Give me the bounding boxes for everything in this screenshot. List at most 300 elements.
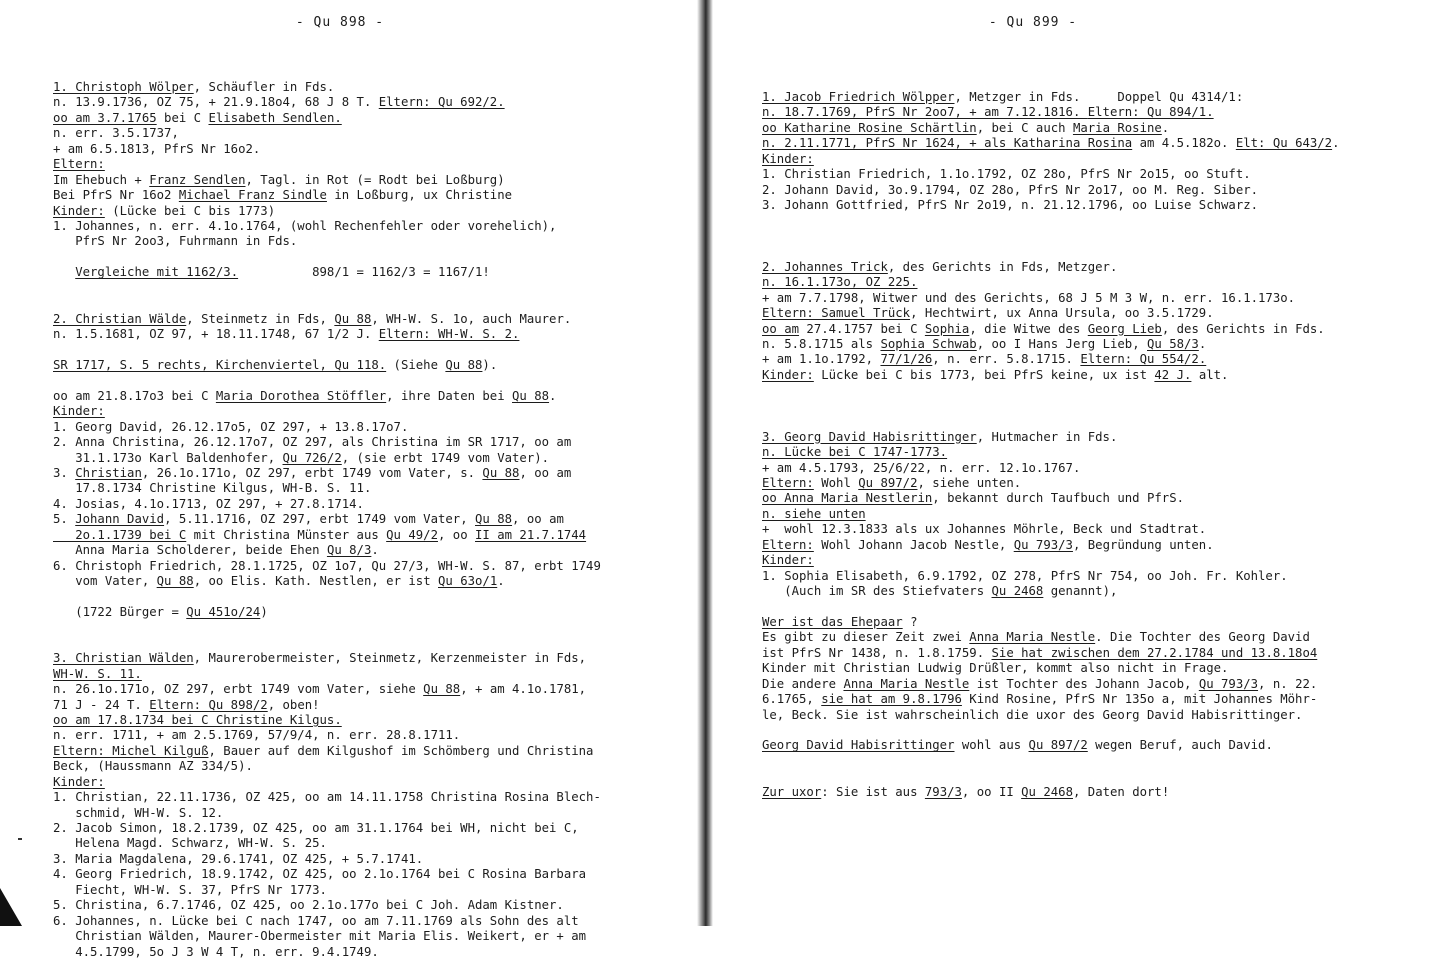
text-segment: mit Christina Münster aus: [186, 527, 387, 542]
underlined-text: oo am 17.8.1734 bei C Christine Kilgus.: [53, 712, 342, 727]
text-line: [53, 466, 693, 481]
text-line: [762, 491, 1430, 506]
underlined-text: Qu 49/2: [386, 527, 438, 542]
underlined-text: SR 1717, S. 5 rechts, Kirchenviertel, Qu 118.: [53, 357, 387, 372]
text-line: [53, 883, 693, 898]
text-line: [762, 769, 1430, 784]
underlined-text: WH-W. S. 11.: [53, 666, 142, 681]
text-segment: 1. Christian, 22.11.1736, OZ 425, oo am 14.11.1758 Christina Rosina Blech-: [53, 790, 601, 805]
text-segment: Fiecht, WH-W. S. 37, PfrS Nr 1773.: [53, 882, 327, 897]
text-segment: 898/1 = 1162/3 = 1167/1!: [238, 265, 490, 280]
text-segment: 2. Anna Christina, 26.12.17o7, OZ 297, als Christina im SR 1717, oo am: [53, 435, 572, 450]
underlined-text: 2o.1.1739 bei C: [53, 527, 187, 542]
text-line: [762, 754, 1430, 769]
text-segment: , + am 4.1o.1781,: [460, 682, 587, 697]
text-line: [762, 291, 1430, 306]
underlined-text: Maria Dorothea Stöffler: [215, 388, 387, 403]
text-line: [762, 229, 1430, 244]
underlined-text: Georg Lieb: [1087, 321, 1162, 336]
text-line: [53, 342, 693, 357]
underlined-text: Elisabeth Sendlen.: [208, 110, 342, 125]
text-line: [53, 728, 693, 743]
text-line: [53, 435, 693, 450]
text-line: [762, 383, 1430, 398]
underlined-text: n. 18.7.1769, PfrS Nr 2oo7, + am 7.12.1816.: [762, 105, 1088, 120]
text-segment: , Tagl. in Rot (= Rodt bei Loßburg): [245, 172, 505, 187]
text-line: [762, 476, 1430, 491]
underlined-text: Eltern: Samuel Trück: [762, 306, 911, 321]
text-segment: , 26.1o.171o, OZ 297, erbt 1749 vom Vater, s.: [141, 465, 483, 480]
text-segment: .: [1332, 136, 1340, 151]
text-segment: (Siehe: [386, 357, 446, 372]
underlined-text: Zur uxor: [762, 784, 822, 799]
text-segment: 5. Christina, 6.7.1746, OZ 425, oo 2.1o.177o bei C Joh. Adam Kistner.: [53, 898, 564, 913]
text-line: [762, 553, 1430, 568]
underlined-text: Michael Franz Sindle: [178, 188, 327, 203]
text-segment: + am 4.5.1793, 25/6/22, n. err. 12.1o.1767.: [762, 460, 1081, 475]
text-segment: , Daten dort!: [1072, 784, 1170, 799]
text-segment: 5.: [53, 512, 76, 527]
scan-corner-shadow: [0, 888, 22, 926]
text-line: [762, 522, 1430, 537]
text-line: [53, 497, 693, 512]
text-segment: 1. Christian Friedrich, 1.1o.1792, OZ 28o, PfrS Nr 2o15, oo Stuft.: [762, 167, 1251, 182]
underlined-text: Sophia: [924, 321, 970, 336]
right-page-text: [762, 90, 1430, 800]
text-line: [762, 445, 1430, 460]
text-segment: , ihre Daten bei: [386, 388, 513, 403]
text-segment: n. 26.1o.171o, OZ 297, erbt 1749 vom Vater, siehe: [53, 682, 424, 697]
text-segment: 27.4.1757 bei C: [799, 321, 925, 336]
text-line: [762, 105, 1430, 120]
text-segment: : Sie ist aus: [821, 784, 925, 799]
text-line: [53, 142, 693, 157]
underlined-text: Kinder:: [53, 774, 105, 789]
underlined-text: Johann David: [75, 512, 165, 527]
underlined-text: Anna Maria Nestle: [969, 630, 1096, 645]
text-line: [53, 327, 693, 342]
underlined-text: Qu 88: [423, 682, 461, 697]
text-line: [762, 275, 1430, 290]
text-segment: alt.: [1191, 367, 1229, 382]
underlined-text: II am 21.7.1744: [475, 527, 587, 542]
text-line: [762, 214, 1430, 229]
text-segment: ?: [902, 614, 918, 629]
text-segment: 71 J - 24 T.: [53, 697, 150, 712]
text-line: [762, 260, 1430, 275]
text-segment: , Maurerobermeister, Steinmetz, Kerzenmeister in Fds,: [193, 651, 587, 666]
underlined-text: Qu 726/2: [282, 450, 342, 465]
underlined-text: Katharina Rosina: [1013, 136, 1133, 151]
underlined-text: Sophia Schwab: [880, 337, 977, 351]
text-line: [53, 80, 693, 95]
underlined-text: Qu 88: [475, 512, 513, 527]
text-line: [53, 836, 693, 851]
text-segment: n. 13.9.1736, OZ 75, + 21.9.18o4, 68 J 8 T.: [53, 95, 379, 110]
text-line: [53, 790, 693, 805]
underlined-text: Qu 88: [445, 357, 483, 372]
text-segment: , oo am: [519, 465, 572, 480]
underlined-text: Elt: Qu 643/2: [1235, 136, 1333, 151]
text-line: [53, 188, 693, 203]
underlined-text: Vergleiche mit 1162/3.: [75, 265, 239, 280]
text-segment: 6. Christoph Friedrich, 28.1.1725, OZ 1o7, Qu 27/3, WH-W. S. 87, erbt 1749: [53, 558, 601, 573]
text-line: [762, 136, 1430, 151]
text-segment: , Steinmetz in Fds,: [186, 311, 335, 326]
text-segment: wegen Beruf, auch David.: [1087, 738, 1273, 753]
underlined-text: 77/1/26: [880, 352, 933, 367]
text-line: [53, 451, 693, 466]
underlined-text: Qu 58/3: [1147, 337, 1199, 351]
text-line: [762, 352, 1430, 367]
text-line: [762, 121, 1430, 136]
text-line: [53, 574, 693, 589]
text-line: [53, 126, 693, 141]
text-segment: Wohl Johann Jacob Nestle,: [813, 537, 1014, 552]
scan-speck: [18, 838, 22, 840]
underlined-text: Qu 8/3: [326, 543, 372, 558]
text-line: [53, 682, 693, 697]
text-line: [53, 713, 693, 728]
text-segment: , Schäufler in Fds.: [193, 80, 335, 94]
text-segment: .: [497, 574, 505, 588]
text-line: [762, 322, 1430, 337]
text-segment: , (sie erbt 1749 vom Vater).: [341, 450, 550, 465]
text-line: [762, 430, 1430, 445]
underlined-text: Eltern: Qu 554/2.: [1080, 352, 1207, 367]
text-line: [762, 630, 1430, 645]
underlined-text: n. 16.1.173o, OZ 225.: [762, 275, 918, 290]
underlined-text: sie hat am 9.8.1796: [821, 692, 962, 707]
underlined-text: Georg David Habisrittinger: [762, 738, 955, 753]
underlined-text: Anna Maria Nestle: [843, 676, 970, 691]
text-line: [762, 152, 1430, 167]
text-line: [762, 738, 1430, 753]
underlined-text: 3. Christian Wälden: [53, 651, 194, 666]
text-segment: .: [371, 543, 379, 558]
text-line: [53, 651, 693, 666]
text-segment: in Loßburg, ux Christine: [326, 188, 513, 203]
underlined-text: Eltern: Michel Kilguß: [53, 743, 209, 758]
text-line: [53, 358, 693, 373]
underlined-text: Qu 63o/1: [438, 574, 498, 588]
text-segment: , Metzger in Fds. Doppel Qu 4314/1:: [954, 90, 1244, 104]
text-segment: vom Vater,: [53, 574, 157, 588]
text-line: [53, 481, 693, 496]
underlined-text: Qu 793/3: [1013, 537, 1073, 552]
text-line: [762, 244, 1430, 259]
underlined-text: 2. Johannes Trick: [762, 259, 888, 274]
text-line: [53, 95, 693, 110]
text-segment: , Hutmacher in Fds.: [976, 429, 1118, 444]
text-line: [53, 806, 693, 821]
text-line: [53, 698, 693, 713]
text-segment: bei C: [156, 110, 209, 125]
text-segment: 6.1765,: [762, 692, 822, 707]
text-segment: n. 1.5.1681, OZ 97, + 18.11.1748, 67 1/2 J.: [53, 327, 379, 341]
underlined-text: Kinder:: [762, 553, 814, 568]
underlined-text: oo Katharine Rosine Schärtlin: [762, 120, 977, 135]
underlined-text: Qu 2468: [991, 584, 1044, 598]
text-line: [762, 461, 1430, 476]
text-line: [53, 512, 693, 527]
text-line: [53, 157, 693, 172]
text-segment: [53, 265, 75, 279]
text-line: [53, 929, 693, 944]
text-segment: 3. Johann Gottfried, PfrS Nr 2o19, n. 21.12.1796, oo Luise Schwarz.: [762, 198, 1259, 213]
text-line: [53, 281, 693, 296]
text-segment: 6. Johannes, n. Lücke bei C nach 1747, oo am 7.11.1769 als Sohn des alt: [53, 913, 579, 928]
left-page-text: [53, 80, 693, 960]
underlined-text: Eltern: Qu 898/2: [149, 697, 268, 712]
underlined-text: Qu 88: [512, 388, 550, 403]
underlined-text: n. siehe unten: [762, 506, 866, 521]
text-segment: + am 7.7.1798, Witwer und des Gerichts, 68 J 5 M 3 W, n. err. 16.1.173o.: [762, 290, 1296, 305]
text-segment: Kinder mit Christian Ludwig Drüßler, kommt also nicht in Frage.: [762, 661, 1229, 676]
text-segment: 2. Johann David, 3o.9.1794, OZ 28o, PfrS Nr 2o17, oo M. Reg. Siber.: [762, 182, 1259, 197]
left-page: [0, 0, 700, 959]
underlined-text: Qu 451o/24: [186, 604, 261, 619]
right-page: [712, 0, 1434, 926]
text-line: [53, 775, 693, 790]
text-segment: am 4.5.182o.: [1132, 136, 1236, 151]
text-segment: , 5.11.1716, OZ 297, erbt 1749 vom Vater,: [164, 512, 476, 527]
text-segment: , Hechtwirt, ux Anna Ursula, oo 3.5.1729.: [910, 306, 1214, 321]
text-segment: Christian Wälden, Maurer-Obermeister mit Maria Elis. Weikert, er + am: [53, 929, 587, 944]
text-segment: , oo II: [961, 784, 1022, 799]
text-segment: schmid, WH-W. S. 12.: [53, 805, 224, 820]
text-segment: , oben!: [267, 697, 320, 712]
text-line: [53, 234, 693, 249]
text-segment: le, Beck. Sie ist wahrscheinlich die uxor des Georg David Habisrittinger.: [762, 707, 1303, 722]
text-segment: , bekannt durch Taufbuch und PfrS.: [932, 491, 1184, 506]
text-line: [53, 821, 693, 836]
text-line: [53, 404, 693, 419]
text-line: [53, 605, 693, 620]
text-segment: , Bauer auf dem Kilgushof im Schömberg und Christina: [208, 743, 594, 758]
text-segment: Es gibt zu dieser Zeit zwei: [762, 630, 970, 645]
text-segment: 1. Sophia Elisabeth, 6.9.1792, OZ 278, PfrS Nr 754, oo Joh. Fr. Kohler.: [762, 568, 1288, 583]
text-segment: (1722 Bürger =: [53, 604, 187, 619]
text-line: [762, 599, 1430, 614]
text-segment: Die andere: [762, 676, 844, 691]
text-line: [53, 589, 693, 604]
text-line: [762, 368, 1430, 383]
text-line: [762, 584, 1430, 599]
book-fold: [697, 0, 713, 926]
underlined-text: 793/3: [924, 784, 962, 799]
underlined-text: 42 J.: [1154, 367, 1192, 382]
text-segment: n. err. 3.5.1737,: [53, 126, 179, 141]
text-line: [762, 785, 1430, 800]
text-line: [762, 677, 1430, 692]
text-line: [762, 399, 1430, 414]
text-segment: , des Gerichts in Fds, Metzger.: [887, 259, 1118, 274]
text-segment: 4.5.1799, 5o J 3 W 4 T, n. err. 9.4.1749.: [53, 944, 379, 959]
text-segment: 17.8.1734 Christine Kilgus, WH-B. S. 11.: [53, 481, 372, 496]
text-segment: , n. 22.: [1258, 676, 1318, 691]
underlined-text: Qu 793/3: [1198, 676, 1259, 691]
text-segment: 1. Johannes, n. err. 4.1o.1764, (wohl Rechenfehler oder vorehelich),: [53, 218, 557, 233]
text-line: [762, 708, 1430, 723]
underlined-text: 1. Jacob Friedrich Wölpper: [762, 90, 955, 104]
text-segment: 3. Maria Magdalena, 29.6.1741, OZ 425, + 5.7.1741.: [53, 851, 424, 866]
text-segment: ).: [482, 357, 498, 372]
text-segment: .: [1161, 120, 1170, 135]
text-line: [53, 528, 693, 543]
underlined-text: n. 2.11.1771, PfrS Nr 1624, + als: [762, 136, 1014, 151]
text-segment: Beck, (Haussmann AZ 334/5).: [53, 759, 253, 774]
text-segment: wohl aus: [954, 738, 1029, 753]
text-segment: Bei PfrS Nr 16o2: [53, 188, 179, 203]
text-segment: 31.1.173o Karl Baldenhofer,: [53, 450, 283, 465]
text-segment: , oo: [437, 527, 476, 542]
page-header-left: - Qu 898 -: [295, 15, 385, 30]
text-line: [762, 646, 1430, 661]
text-line: [53, 945, 693, 960]
text-line: [53, 744, 693, 759]
text-segment: , oo I Hans Jerg Lieb,: [976, 337, 1147, 351]
underlined-text: Kinder:: [53, 404, 105, 419]
text-segment: 3.: [53, 465, 76, 480]
text-line: [53, 914, 693, 929]
text-line: [762, 569, 1430, 584]
text-line: [762, 615, 1430, 630]
underlined-text: 2. Christian Wälde: [53, 311, 187, 326]
text-segment: , n. err. 5.8.1715.: [932, 352, 1081, 367]
text-segment: , WH-W. S. 1o, auch Maurer.: [371, 311, 572, 326]
text-segment: PfrS Nr 2oo3, Fuhrmann in Fds.: [53, 234, 298, 249]
text-segment: + am 6.5.1813, PfrS Nr 16o2.: [53, 141, 261, 156]
underlined-text: Qu 88: [482, 465, 520, 480]
text-line: [53, 111, 693, 126]
text-segment: Wohl: [813, 475, 859, 490]
text-line: [53, 219, 693, 234]
underlined-text: Wer ist das Ehepaar: [762, 614, 903, 629]
text-line: [53, 265, 693, 280]
underlined-text: n. Lücke bei C 1747-1773.: [762, 445, 948, 460]
text-line: [53, 204, 693, 219]
text-line: [762, 414, 1430, 429]
text-line: [53, 173, 693, 188]
text-segment: , des Gerichts in Fds.: [1161, 321, 1325, 336]
underlined-text: Qu 88: [156, 574, 194, 588]
underlined-text: oo am 3.7.1765: [53, 110, 157, 125]
text-segment: , die Witwe des: [969, 321, 1088, 336]
text-segment: Im Ehebuch +: [53, 172, 150, 187]
text-segment: n. 5.8.1715 als: [762, 337, 881, 351]
text-segment: , oo Elis. Kath. Nestlen, er ist: [193, 574, 438, 588]
text-line: [53, 389, 693, 404]
text-line: [53, 852, 693, 867]
text-segment: 2. Jacob Simon, 18.2.1739, OZ 425, oo am 31.1.1764 bei WH, nicht bei C,: [53, 821, 579, 835]
text-segment: , siehe unten.: [917, 475, 1022, 490]
underlined-text: Kinder:: [762, 151, 814, 166]
underlined-text: 1. Christoph Wölper: [53, 80, 194, 94]
text-line: [762, 306, 1430, 321]
text-line: [762, 661, 1430, 676]
text-line: [762, 538, 1430, 553]
text-line: [53, 759, 693, 774]
text-segment: Anna Maria Scholderer, beide Ehen: [53, 543, 327, 558]
text-segment: .: [549, 388, 557, 403]
text-line: [53, 867, 693, 882]
text-segment: , bei C auch: [976, 120, 1073, 135]
underlined-text: Qu 2468: [1021, 784, 1073, 799]
text-segment: 4. Josias, 4.1o.1713, OZ 297, + 27.8.1714.: [53, 496, 364, 511]
underlined-text: Eltern:: [53, 157, 105, 172]
text-line: [762, 507, 1430, 522]
text-line: [53, 559, 693, 574]
text-segment: Lücke bei C bis 1773, bei PfrS keine, ux ist: [813, 367, 1155, 382]
text-line: [762, 723, 1430, 738]
text-line: [53, 250, 693, 265]
text-segment: ): [260, 604, 268, 619]
underlined-text: Kinder:: [762, 367, 814, 382]
text-line: [762, 692, 1430, 707]
underlined-text: Franz Sendlen: [149, 172, 246, 187]
text-line: [53, 420, 693, 435]
text-line: [762, 183, 1430, 198]
text-segment: 4. Georg Friedrich, 18.9.1742, OZ 425, oo 2.1o.1764 bei C Rosina Barbara: [53, 867, 587, 882]
text-segment: oo am 21.8.17o3 bei C: [53, 388, 216, 403]
text-segment: ist PfrS Nr 1438, n. 1.8.1759.: [762, 645, 992, 660]
text-line: [53, 898, 693, 913]
text-line: [762, 90, 1430, 105]
text-segment: Helena Magd. Schwarz, WH-W. S. 25.: [53, 836, 327, 851]
text-line: [53, 636, 693, 651]
text-segment: .: [1198, 337, 1207, 351]
underlined-text: Christian: [75, 465, 142, 480]
text-line: [53, 543, 693, 558]
text-segment: ist Tochter des Johann Jacob,: [969, 676, 1199, 691]
text-segment: + am 1.1o.1792,: [762, 352, 881, 367]
text-segment: , Begründung unten.: [1072, 537, 1214, 552]
text-segment: (Auch im SR des Stiefvaters: [762, 584, 992, 598]
underlined-text: Eltern: WH-W. S. 2.: [378, 327, 520, 341]
text-segment: Kind Rosine, PfrS Nr 135o a, mit Johannes Möhr-: [961, 692, 1318, 707]
text-segment: 1. Georg David, 26.12.17o5, OZ 297, + 13.8.17o7.: [53, 419, 409, 434]
underlined-text: oo Anna Maria Nestlerin: [762, 491, 933, 506]
underlined-text: oo am: [762, 321, 800, 336]
text-segment: genannt),: [1043, 584, 1118, 598]
text-segment: . Die Tochter des Georg David: [1095, 630, 1310, 645]
underlined-text: Eltern:: [762, 537, 814, 552]
text-line: [53, 667, 693, 682]
text-line: [53, 296, 693, 311]
text-segment: , oo am: [512, 512, 564, 527]
text-segment: + wohl 12.3.1833 als ux Johannes Möhrle, Beck und Stadtrat.: [762, 522, 1207, 537]
underlined-text: Eltern: Qu 894/1.: [1087, 105, 1214, 120]
text-line: [762, 337, 1430, 352]
underlined-text: Qu 88: [334, 311, 372, 326]
text-line: [53, 620, 693, 635]
text-line: [762, 167, 1430, 182]
text-line: [53, 312, 693, 327]
text-line: [53, 373, 693, 388]
underlined-text: Maria Rosine: [1072, 120, 1162, 135]
underlined-text: Eltern:: [762, 475, 814, 490]
page-header-right: - Qu 899 -: [988, 15, 1078, 30]
underlined-text: 3. Georg David Habisrittinger: [762, 429, 977, 444]
underlined-text: Sie hat zwischen dem 27.2.1784 und 13.8.18o4: [991, 645, 1318, 660]
underlined-text: Qu 897/2: [858, 475, 918, 490]
text-line: [762, 198, 1430, 213]
text-segment: (Lücke bei C bis 1773): [104, 203, 276, 218]
underlined-text: Qu 897/2: [1028, 738, 1088, 753]
underlined-text: Kinder:: [53, 203, 105, 218]
underlined-text: Eltern: Qu 692/2.: [378, 95, 505, 110]
